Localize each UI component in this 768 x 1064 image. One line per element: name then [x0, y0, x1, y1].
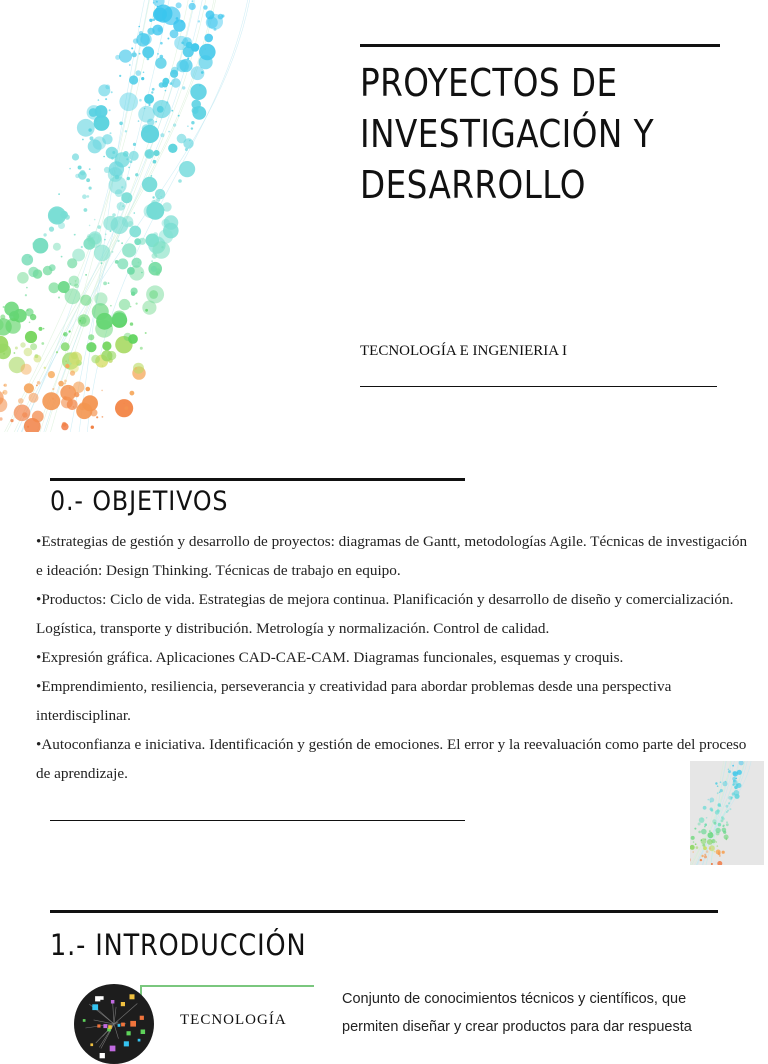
title-line-2: INVESTIGACIÓN Y: [360, 112, 654, 156]
introduction-text: Conjunto de conocimientos técnicos y científicos, que permiten diseñar y crear productos para dar respuesta: [342, 985, 727, 1041]
title-top-rule: [360, 44, 720, 47]
objective-item: •Productos: Ciclo de vida. Estrategias de mejora continua. Planificación y desarrollo de diseño y comercialización. Logística, transporte y distribución. Metrología y normalización. Control de calidad.: [36, 585, 748, 643]
introduction-heading: 1.- INTRODUCCIÓN: [50, 928, 306, 962]
page-title: [360, 58, 687, 211]
colorful-dots-illustration: [0, 0, 300, 432]
title-line-3: DESARROLLO: [360, 163, 586, 207]
objectives-list: [36, 527, 748, 788]
objective-item: •Estrategias de gestión y desarrollo de proyectos: diagramas de Gantt, metodologías Agile. Técnicas de investigación e ideación: Design Thinking. Técnicas de trabajo en equipo.: [36, 527, 748, 585]
title-line-1: PROYECTOS DE: [360, 61, 618, 105]
objectives-heading: 0.- OBJETIVOS: [50, 486, 228, 517]
course-subtitle: TECNOLOGÍA E INGENIERIA I: [360, 343, 567, 360]
intro-top-rule: [50, 910, 718, 913]
subtitle-rule: [360, 386, 717, 387]
technology-label: TECNOLOGÍA: [180, 1012, 287, 1029]
objective-item: •Emprendimiento, resiliencia, perseverancia y creatividad para abordar problemas desde una perspectiva interdisciplinar.: [36, 672, 748, 730]
technology-network-icon: [74, 984, 154, 1064]
colorful-dots-thumbnail: [690, 761, 764, 865]
objectives-top-rule: [50, 478, 465, 481]
objective-item: •Autoconfianza e iniciativa. Identificación y gestión de emociones. El error y la reevaluación como parte del proceso de aprendizaje.: [36, 730, 748, 788]
objective-item: •Expresión gráfica. Aplicaciones CAD-CAE-CAM. Diagramas funcionales, esquemas y croquis.: [36, 643, 748, 672]
objectives-bottom-rule: [50, 820, 465, 821]
